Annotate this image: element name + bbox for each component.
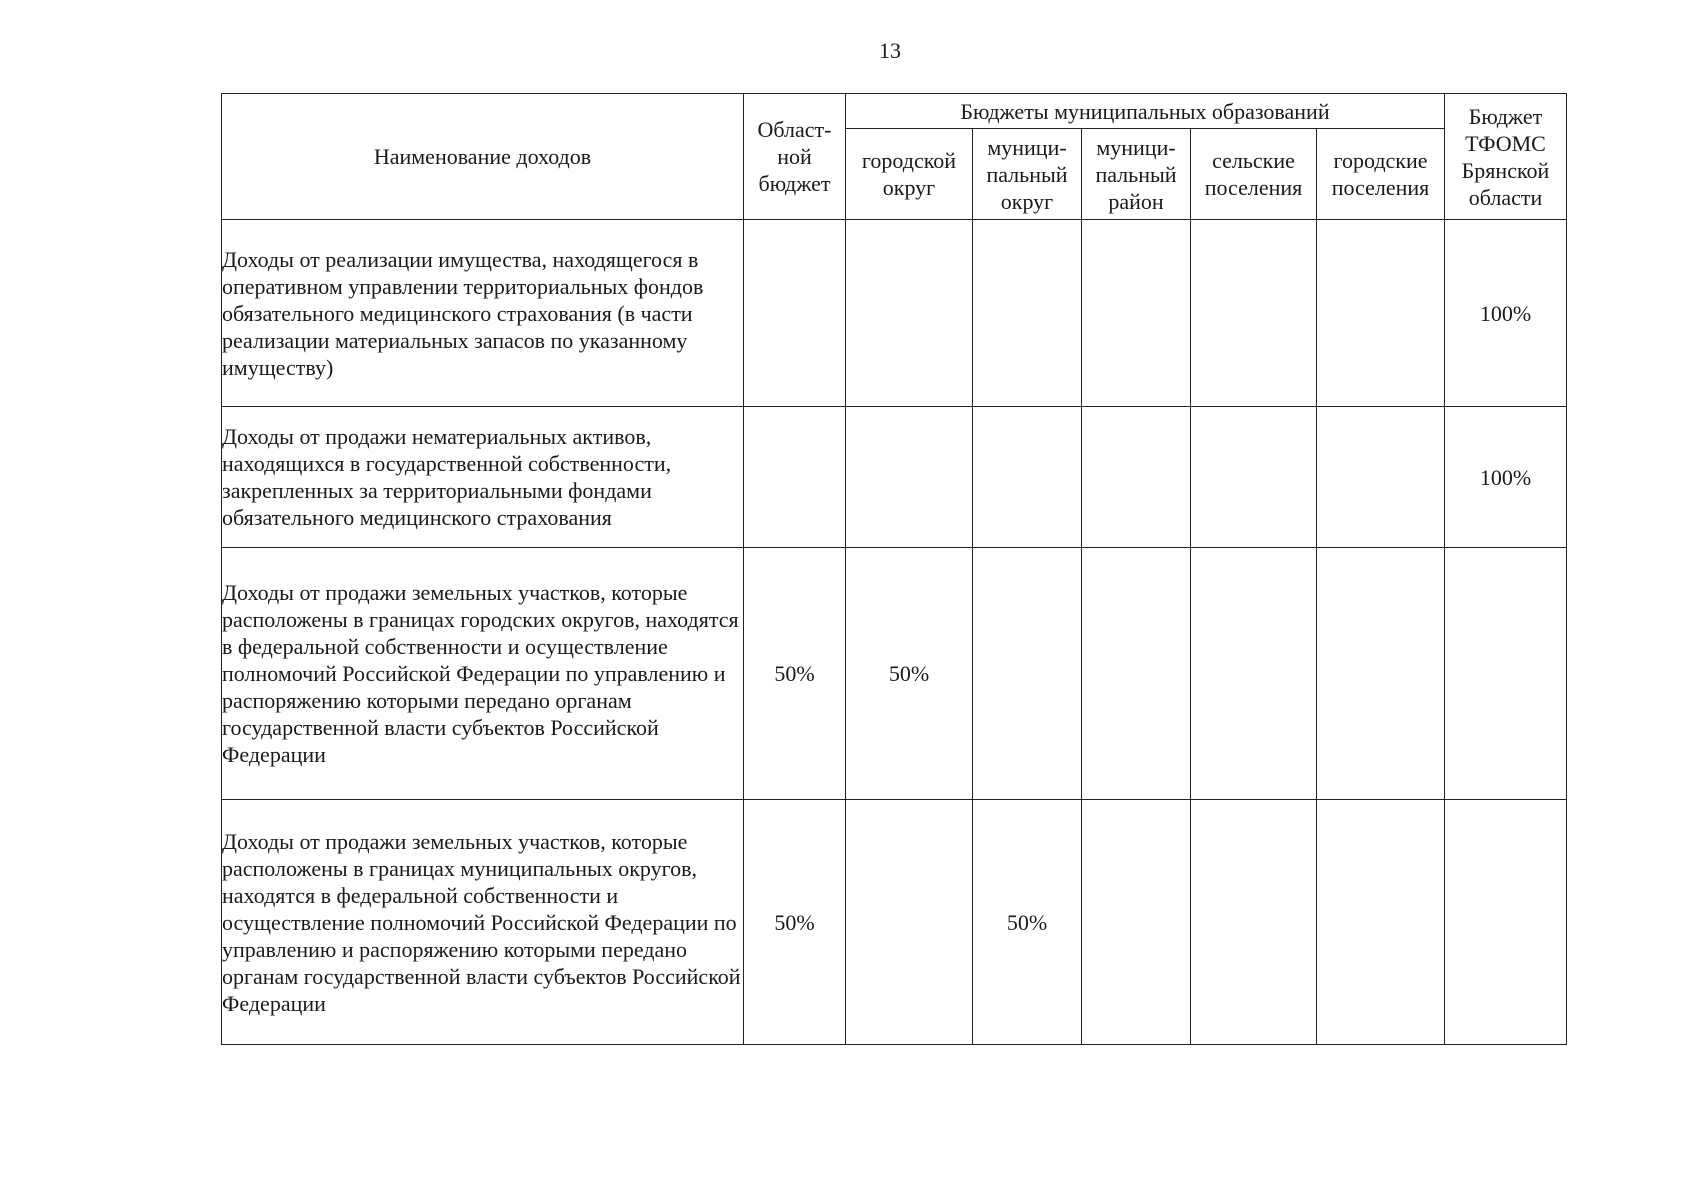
tfoms-budget-cell	[1445, 800, 1567, 1045]
table-row	[222, 548, 1567, 800]
revenue-name-cell: Доходы от продажи земельных участков, которые расположены в границах муниципальных округов, находятся в федеральной собственности и осуществление полномочий Российской Федерации по управлению и распоряжению которыми передано органам государственной власти субъектов Российской Федерации	[222, 800, 744, 1045]
urban-settlements-cell	[1317, 800, 1445, 1045]
regional-budget-cell	[744, 407, 846, 548]
revenue-name-cell: Доходы от продажи земельных участков, которые расположены в границах городских округов, находятся в федеральной собственности и осуществление полномочий Российской Федерации по управлению и распоряжению которыми передано органам государственной власти субъектов Российской Федерации	[222, 548, 744, 800]
table-row	[222, 220, 1567, 407]
revenue-name-cell: Доходы от продажи нематериальных активов, находящихся в государственной собственности, закрепленных за территориальными фондами обязательного медицинского страхования	[222, 407, 744, 548]
city-district-cell	[846, 220, 973, 407]
city-district-cell	[846, 407, 973, 548]
municipal-region-cell	[1082, 407, 1191, 548]
city-district-cell	[846, 800, 973, 1045]
table-row	[222, 407, 1567, 548]
municipal-district-cell	[973, 548, 1082, 800]
rural-settlements-cell	[1191, 407, 1317, 548]
regional-budget-cell	[744, 220, 846, 407]
municipal-region-cell	[1082, 800, 1191, 1045]
tfoms-budget-cell: 100%	[1445, 407, 1567, 548]
urban-settlements-cell	[1317, 220, 1445, 407]
header-rural-settlements: сельские поселения	[1191, 129, 1317, 220]
revenue-distribution-table	[221, 93, 1567, 1045]
tfoms-budget-cell: 100%	[1445, 220, 1567, 407]
municipal-district-cell: 50%	[973, 800, 1082, 1045]
header-municipal-region: муници- пальный район	[1082, 129, 1191, 220]
tfoms-budget-cell	[1445, 548, 1567, 800]
regional-budget-cell: 50%	[744, 800, 846, 1045]
regional-budget-cell: 50%	[744, 548, 846, 800]
municipal-district-cell	[973, 407, 1082, 548]
page-number: 13	[879, 38, 901, 63]
header-revenue-name: Наименование доходов	[222, 94, 744, 220]
city-district-cell: 50%	[846, 548, 973, 800]
rural-settlements-cell	[1191, 548, 1317, 800]
header-municipal-budgets: Бюджеты муниципальных образований	[846, 94, 1445, 129]
urban-settlements-cell	[1317, 407, 1445, 548]
header-municipal-district: муници- пальный округ	[973, 129, 1082, 220]
header-regional-budget: Област- ной бюджет	[744, 94, 846, 220]
municipal-region-cell	[1082, 548, 1191, 800]
table-row	[222, 800, 1567, 1045]
municipal-region-cell	[1082, 220, 1191, 407]
urban-settlements-cell	[1317, 548, 1445, 800]
revenue-name-cell: Доходы от реализации имущества, находящегося в оперативном управлении территориальных фондов обязательного медицинского страхования (в части реализации материальных запасов по указанному имуществу)	[222, 220, 744, 407]
rural-settlements-cell	[1191, 800, 1317, 1045]
header-tfoms-budget: Бюджет ТФОМС Брянской области	[1445, 94, 1567, 220]
rural-settlements-cell	[1191, 220, 1317, 407]
municipal-district-cell	[973, 220, 1082, 407]
header-city-district: городской округ	[846, 129, 973, 220]
header-urban-settlements: городские поселения	[1317, 129, 1445, 220]
